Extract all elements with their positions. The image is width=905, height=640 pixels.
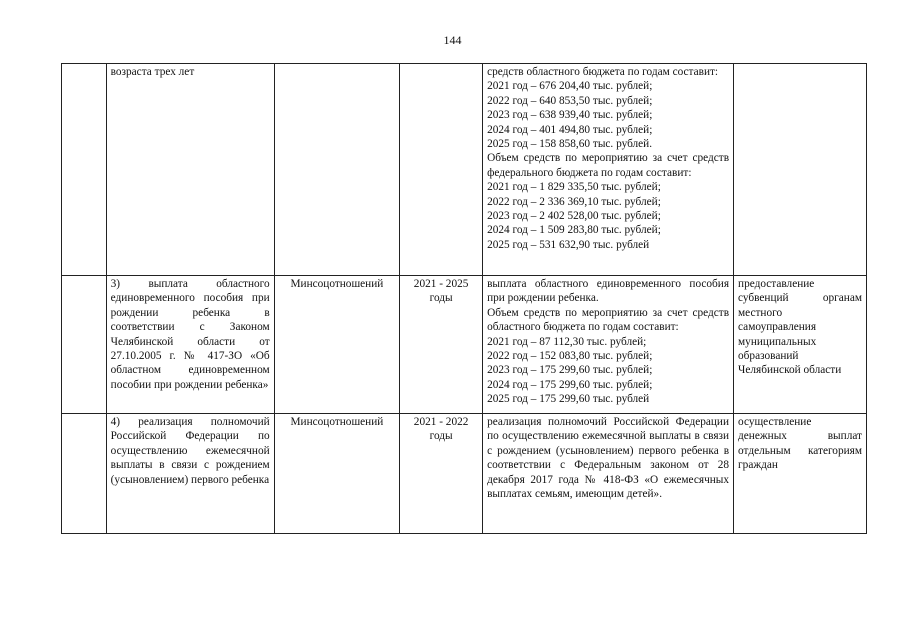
funding-line: 2024 год – 175 299,60 тыс. рублей; xyxy=(487,378,653,391)
table-row xyxy=(62,64,867,276)
funding-cell xyxy=(483,414,734,534)
funding-line: 2024 год – 1 509 283,80 тыс. рублей; xyxy=(487,224,661,237)
funding-text: Объем средств по мероприятию за счет средств федерального бюджета по годам составит: xyxy=(487,152,730,179)
funding-line: 2022 год – 2 336 369,10 тыс. рублей; xyxy=(487,195,661,208)
executor-cell: Минсоцотношений xyxy=(274,276,399,414)
funding-line: 2021 год – 1 829 335,50 тыс. рублей; xyxy=(487,181,661,194)
page-number: 144 xyxy=(443,33,462,47)
funding-line: 2021 год – 87 112,30 тыс. рублей; xyxy=(487,335,647,348)
funding-line: 2025 год – 175 299,60 тыс. рублей xyxy=(487,393,650,406)
executor-cell xyxy=(274,64,399,276)
measure-name-cell: 4) реализация полномочий Российской Федерации по осуществлению ежемесячной выплаты в связи с рождением (усыновлением) первого ребенка xyxy=(106,414,274,534)
executor-cell: Минсоцотношений xyxy=(274,414,399,534)
row-number-cell xyxy=(62,414,107,534)
table-row xyxy=(62,414,867,534)
result-cell xyxy=(734,64,867,276)
funding-line: 2023 год – 2 402 528,00 тыс. рублей; xyxy=(487,210,661,223)
funding-text: реализация полномочий Российской Федерации по осуществлению ежемесячной выплаты в связи с рождением (усыновлением) первого ребенка в соответствии с Федеральным законом от 28 декабря 2017 года № 418-ФЗ «О ежемесячных выплатах семьям, имеющим детей». xyxy=(487,416,730,501)
result-cell: осуществление денежных выплат отдельным категориям граждан xyxy=(734,414,867,534)
row-number-cell xyxy=(62,276,107,414)
period-cell: 2021 - 2022 годы xyxy=(400,414,483,534)
funding-line: 2025 год – 531 632,90 тыс. рублей xyxy=(487,238,650,251)
table-row xyxy=(62,276,867,414)
funding-line: 2025 год – 158 858,60 тыс. рублей. xyxy=(487,138,653,151)
funding-text: Объем средств по мероприятию за счет средств областного бюджета по годам составит: xyxy=(487,306,730,334)
row-number-cell xyxy=(62,64,107,276)
funding-cell xyxy=(483,276,734,414)
funding-line: 2023 год – 175 299,60 тыс. рублей; xyxy=(487,364,653,377)
measure-name-cell: 3) выплата областного единовременного пособия при рождении ребенка в соответствии с Законом Челябинской области от 27.10.2005 г. № 417-ЗО «Об областном единовременном пособии при рождении ребенка» xyxy=(106,276,274,414)
funding-text: выплата областного единовременного пособия при рождении ребенка. xyxy=(487,278,730,305)
funding-line: 2022 год – 640 853,50 тыс. рублей; xyxy=(487,94,653,107)
period-cell xyxy=(400,64,483,276)
measures-table xyxy=(61,63,867,534)
funding-line: 2021 год – 676 204,40 тыс. рублей; xyxy=(487,80,653,93)
funding-text: средств областного бюджета по годам составит: xyxy=(487,66,719,78)
funding-line: 2023 год – 638 939,40 тыс. рублей; xyxy=(487,109,653,122)
result-cell: предоставление субвенций органам местного самоуправления муниципальных образований Челябинской области xyxy=(734,276,867,414)
period-cell: 2021 - 2025 годы xyxy=(400,276,483,414)
measure-name-cell: возраста трех лет xyxy=(106,64,274,276)
funding-line: 2024 год – 401 494,80 тыс. рублей; xyxy=(487,123,653,136)
funding-cell xyxy=(483,64,734,276)
funding-line: 2022 год – 152 083,80 тыс. рублей; xyxy=(487,350,653,363)
